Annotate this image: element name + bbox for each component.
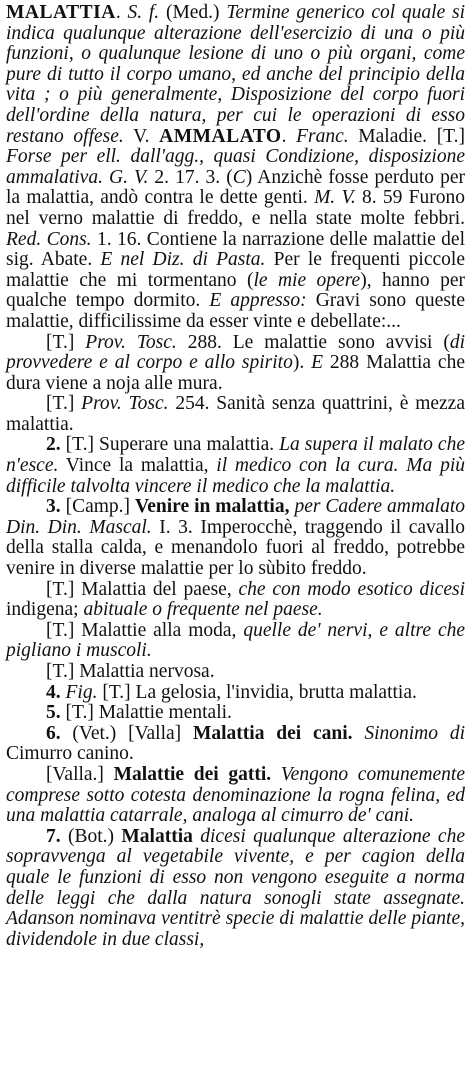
text-run: E bbox=[311, 352, 324, 374]
text-run: I. 3. Imperocchè, traggendo il cavallo della stalla calda, e menandolo fuori al freddo, potrebbe venire in diverse malattie per lo sùbito freddo. bbox=[6, 516, 465, 580]
text-run: [T.] Malattia nervosa. bbox=[46, 661, 215, 682]
text-run: Prov. Tosc. bbox=[85, 331, 177, 353]
text-run: 288. Le malattie sono avvisi ( bbox=[176, 331, 450, 353]
text-run: indigena; bbox=[6, 599, 84, 621]
sense-7 bbox=[6, 827, 465, 951]
text-run: [T.] La gelosia, l'invidia, brutta malattia. bbox=[97, 681, 417, 703]
text-run: il medico con la cura. Ma più difficile talvolta vincere il medico che la malattia. bbox=[6, 455, 466, 497]
entry-definition bbox=[6, 3, 465, 333]
text-run: Vince la malattia, bbox=[58, 455, 217, 477]
text-run: 7. bbox=[46, 825, 61, 847]
text-run: (Med.) bbox=[159, 2, 227, 23]
text-run: . bbox=[281, 125, 297, 147]
text-run: Forse per ell. dall'agg., quasi Condizione, disposizione ammalativa. G. V. bbox=[6, 146, 465, 188]
sense-6 bbox=[6, 724, 465, 765]
proverb-citation bbox=[6, 394, 465, 435]
text-run: 1. 16. Contiene la narrazione delle malattie del sig. Abate. bbox=[6, 228, 465, 271]
text-run: E appresso: bbox=[209, 290, 307, 312]
sense-2 bbox=[6, 435, 465, 497]
text-run: Gravi sono queste malattie, difficilissime da esser vinte e debellate:... bbox=[6, 290, 466, 332]
sense-3-subentry bbox=[6, 662, 465, 683]
text-run: 254. Sanità senza quattrini, è mezza malattia. bbox=[6, 393, 465, 435]
text-run: Malattia bbox=[121, 825, 193, 847]
text-run: quelle de' nervi bbox=[243, 619, 368, 641]
text-run: Prov. Tosc. bbox=[81, 393, 169, 415]
text-run: abituale o frequente nel paese. bbox=[83, 599, 323, 621]
text-run: Maladie. [T.] bbox=[348, 125, 466, 147]
sense-3 bbox=[6, 497, 465, 579]
sense-4 bbox=[6, 683, 465, 704]
proverb-citation bbox=[6, 333, 465, 395]
text-run: ). bbox=[292, 352, 312, 374]
text-run: 2. bbox=[46, 434, 61, 456]
text-run: [T.] Malattie alla moda, bbox=[46, 619, 244, 641]
text-run: Sinonimo di bbox=[364, 722, 465, 744]
sense-6-subentry bbox=[6, 765, 465, 827]
text-run: 4. bbox=[46, 681, 61, 703]
text-run: dicesi qualunque alterazione che sopravvenga al vegetabile vivente, e per cagion della quale le funzioni di esso non vengono eseguite a norma delle leggi che dalla natura sonogli state assegnate. Adanson nominava ventitrè specie di malattie delle piante, dividendole in due classi, bbox=[6, 825, 465, 950]
text-run: . bbox=[115, 2, 128, 23]
text-run: [T.] bbox=[46, 331, 86, 353]
text-run: Per le frequenti piccole malattie che mi tormentano ( bbox=[6, 249, 465, 291]
text-run: (Bot.) bbox=[60, 825, 122, 847]
text-run bbox=[271, 764, 281, 785]
text-run: AMMALATO bbox=[159, 125, 282, 147]
text-run: e altre che pigliano i muscoli. bbox=[6, 619, 466, 662]
text-run: MALATTIA bbox=[6, 2, 116, 23]
text-run: [Valla.] bbox=[46, 763, 114, 785]
text-run: Red. Cons. bbox=[6, 228, 92, 250]
sense-3-subentry bbox=[6, 580, 465, 621]
text-run: Franc. bbox=[296, 125, 349, 147]
text-run bbox=[353, 723, 365, 744]
text-run: 5. bbox=[46, 702, 61, 724]
text-run: V. bbox=[123, 125, 160, 147]
text-run: (Vet.) [Valla] bbox=[60, 722, 193, 744]
text-run: [T.] Malattia del paese, bbox=[46, 578, 239, 600]
text-run: Malattie dei gatti. bbox=[113, 763, 272, 785]
text-run: Vengono comunemente comprese sotto cotesta denominazione la rogna felina, ed una malattia catarrale, analoga al cimurro de' cani. bbox=[6, 763, 466, 827]
text-run: [T.] Superare una malattia. bbox=[60, 434, 280, 456]
text-run: C bbox=[232, 166, 246, 188]
text-run: per Cadere ammalato Din. Din. Mascal. bbox=[6, 496, 466, 538]
text-run: 8. 59 Furono nel verno malattie di freddo, e nella state molte febbri. bbox=[6, 187, 465, 229]
text-run: 2. 17. 3. ( bbox=[148, 166, 233, 188]
text-run: di provvedere e al corpo e allo spirito bbox=[6, 331, 465, 374]
text-run: Malattia dei cani. bbox=[192, 722, 353, 744]
text-run: M. V. bbox=[314, 187, 356, 209]
text-run: Cimurro canino. bbox=[6, 743, 134, 765]
text-run: ), hanno per qualche tempo dormito. bbox=[6, 269, 465, 312]
text-run: La supera il malato che n'esce. bbox=[6, 434, 465, 477]
text-run: che con modo esotico dicesi bbox=[238, 578, 465, 600]
sense-5 bbox=[6, 703, 465, 724]
text-run: 6. bbox=[46, 722, 61, 744]
text-run: [Camp.] bbox=[60, 496, 135, 518]
text-run: E nel Diz. di Pasta. bbox=[100, 249, 266, 271]
text-run: 288 Malattia che dura viene a noja alle mura. bbox=[6, 352, 465, 394]
text-run: le mie opere bbox=[253, 269, 361, 291]
text-run: 3. bbox=[46, 496, 61, 518]
text-run: Fig. bbox=[65, 681, 98, 703]
text-run: Venire in malattia, bbox=[134, 496, 290, 518]
text-run: S. f. bbox=[127, 2, 160, 23]
text-run: [T.] Malattie mentali. bbox=[60, 702, 232, 724]
text-run: , bbox=[367, 619, 380, 641]
sense-3-subentry bbox=[6, 621, 465, 662]
text-run: [T.] bbox=[46, 393, 82, 415]
text-run: ) Anzichè fosse perduto per la malattia, andò contra le dette genti. bbox=[6, 166, 465, 209]
text-run: Termine generico col quale si indica qualunque alterazione dell'esercizio di una o più funzioni, o qualunque lesione di uno o più organi, come pure di tutto il corpo umano, ed anche del principio della vita ; o più generalmente, Disposizione del corpo fuori dell'ordine della natura, per cui le operazioni di esso restano offese. bbox=[6, 2, 466, 147]
